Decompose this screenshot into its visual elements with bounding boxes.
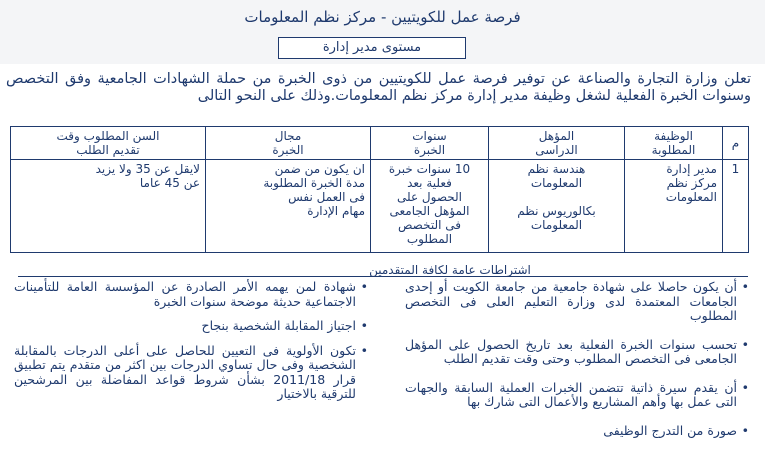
- cell-age: لايقل عن 35 ولا يزيد عن 45 عاما: [11, 160, 206, 253]
- bullet-icon: •: [741, 379, 749, 395]
- bullet-icon: •: [360, 279, 368, 294]
- conditions-divider: [18, 276, 748, 277]
- conditions-title: اشتراطات عامة لكافة المتقدمين: [369, 263, 531, 277]
- table-row: [11, 160, 749, 253]
- list-item: • اجتياز المقابلة الشخصية بنجاح: [201, 318, 368, 333]
- cell-qualification: هندسة نظم المعلومات بكالوريوس نظم المعلومات: [489, 160, 625, 253]
- bullet-icon: •: [360, 342, 368, 358]
- header-experience-field: مجال الخبرة: [206, 127, 371, 160]
- header-experience-years: سنوات الخبرة: [371, 127, 489, 160]
- list-item: • تحسب سنوات الخبرة الفعلية بعد تاريخ الحصول على المؤهل الجامعى فى التخصص المطلوب وحتى وقت تقديم الطلب: [405, 336, 749, 366]
- bullet-icon: •: [741, 336, 749, 352]
- bullet-icon: •: [360, 318, 368, 333]
- cell-num: 1: [723, 160, 749, 253]
- conditions-left-column: [14, 280, 368, 412]
- cell-experience-years: 10 سنوات خبرة فعلية بعد الحصول على المؤهل الجامعى فى التخصص المطلوب: [371, 160, 489, 253]
- list-item: • شهادة لمن يهمه الأمر الصادرة عن المؤسسة العامة للتأمينات الاجتماعية حديثة موضحة سنوات الخبرة: [14, 279, 368, 309]
- page-title: فرصة عمل للكويتيين - مركز نظم المعلومات: [244, 8, 521, 26]
- cell-job: مدير إدارة مركز نظم المعلومات: [625, 160, 723, 253]
- list-item: • صورة من التدرج الوظيفى: [603, 422, 749, 438]
- intro-paragraph: تعلن وزارة التجارة والصناعة عن توفير فرصة عمل للكويتيين من ذوى الخبرة من حملة الشهادات الجامعية وفق التخصص وسنوات الخبرة الفعلية لشغل وظيفة مدير إدارة مركز نظم المعلومات.وذلك على النحو التالى: [6, 71, 751, 104]
- header-qualification: المؤهل الدراسى: [489, 127, 625, 160]
- table-header-row: [11, 127, 749, 160]
- header-job: الوظيفة المطلوبة: [625, 127, 723, 160]
- bullet-icon: •: [741, 279, 749, 294]
- header-age: السن المطلوب وقت تقديم الطلب: [11, 127, 206, 160]
- cell-experience-field: ان يكون من ضمن مدة الخبرة المطلوبة فى العمل نفس مهام الإدارة: [206, 160, 371, 253]
- header-num: م: [723, 127, 749, 160]
- bullet-icon: •: [741, 422, 749, 438]
- header-band: [0, 0, 765, 64]
- conditions-right-column: [405, 280, 749, 452]
- list-item: • أن يقدم سيرة ذاتية تتضمن الخبرات العملية السابقة والجهات التى عمل بها وأهم المشاريع والأعمال التى شارك بها: [405, 379, 749, 409]
- list-item: • تكون الأولوية فى التعيين للحاصل على أعلى الدرجات بالمقابلة الشخصية وفى حال تساوي الدرجات بين اكثر من متقدم يتم تطبيق قرار 2011/18 بشأن شروط قواعد المفاضلة بين المرشحين للترقية بالاختيار: [14, 342, 368, 401]
- list-item: • أن يكون حاصلا على شهادة جامعية من جامعة الكويت أو إحدى الجامعات المعتمدة لدى وزارة التعليم العلى فى التخصص المطلوب: [405, 279, 749, 323]
- jobs-table: [10, 126, 749, 253]
- level-box: مستوى مدير إدارة: [278, 37, 466, 59]
